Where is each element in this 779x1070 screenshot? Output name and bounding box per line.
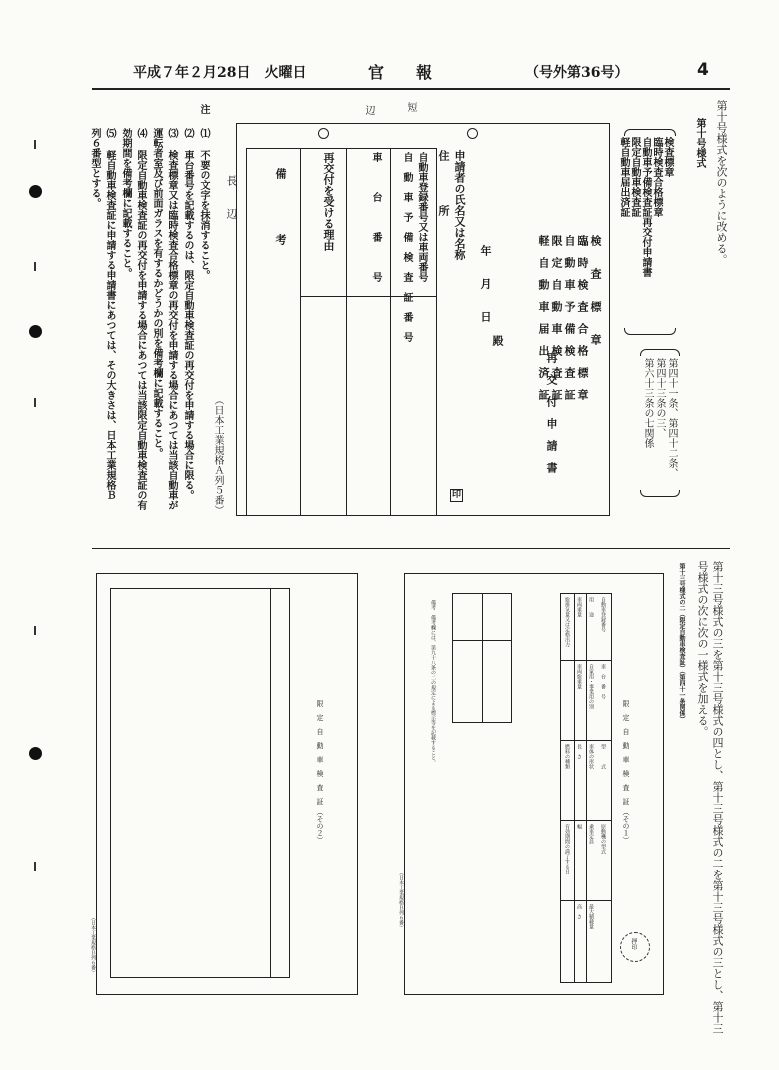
certificate-2-title: 限 定 自 動 車 検 査 証 （その２） xyxy=(316,700,324,844)
note-text: 不要の文字を抹消すること。 xyxy=(198,150,209,280)
amendment-intro: 第十号様式を次のように改める。 xyxy=(715,100,728,265)
bracket-item: 軽自動車届出済証 xyxy=(618,137,629,217)
form-label-10: 第十号様式 xyxy=(694,118,705,168)
certificate-field: 車体の形状 xyxy=(588,744,594,769)
form-label-long: 長 辺 xyxy=(225,175,238,219)
bracket-bottom xyxy=(624,328,676,335)
form-title-item: 検 査 標 章 xyxy=(589,235,602,345)
form-title-item: 自 動 車 予 備 検 査 証 xyxy=(563,235,576,400)
form-title-item: 軽 自 動 車 届 出 済 証 xyxy=(537,235,550,400)
certificate-field: 燃料の種類 xyxy=(564,744,570,769)
paper-size-note: （日本工業規格Ａ列５番） xyxy=(212,395,223,515)
table-rule xyxy=(574,593,575,983)
form-addressee: 殿 xyxy=(491,335,504,346)
note-text: 運転者室及び前面ガラスを有するかどうかの別を備考欄に記載すること。 xyxy=(151,128,162,458)
form-table-top xyxy=(246,148,436,149)
bracket-top xyxy=(624,129,676,136)
margin-tick xyxy=(34,140,36,149)
article-bracket-top xyxy=(640,349,680,356)
form-table-rule xyxy=(246,148,247,516)
remarks-label: 備 考 xyxy=(274,168,287,245)
certificate-field: 型 式 xyxy=(600,744,606,769)
certificate-field: 乗車定員 xyxy=(588,824,594,844)
certificate-field: 最大積載量 xyxy=(588,904,594,929)
bracket-item: 臨時検査合格標章 xyxy=(651,137,662,217)
article-bracket-bottom xyxy=(640,490,680,497)
lower-intro-line: 第十三号様式の三を第十三号様式の四とし、第十三号様式の二を第十三号様式の三とし、第十三 xyxy=(711,561,724,1034)
table-rule xyxy=(482,593,483,723)
margin-tick xyxy=(34,398,36,407)
header-issue: （号外第36号） xyxy=(525,65,629,81)
table-rule xyxy=(586,593,587,983)
certificate-field: 原動機の型式 xyxy=(600,824,606,854)
registration-field: 自動車登録番号又は車両番号 xyxy=(416,152,427,282)
certificate-field: 幅 xyxy=(576,824,582,829)
form-address-label: 住 所 xyxy=(437,150,450,216)
certificate-field: 総排気量又は定格出力 xyxy=(564,597,570,647)
article-ref: 第六十三条の七関係 xyxy=(642,358,653,448)
note-number: ⑸ xyxy=(104,128,115,138)
table-row-rule xyxy=(560,900,612,901)
margin-tick xyxy=(34,262,36,271)
section-rule xyxy=(92,548,730,549)
form-table-rule xyxy=(346,148,347,516)
note-number: ⑶ xyxy=(166,128,177,138)
certificate-field: 車両重量 xyxy=(576,597,582,617)
form-table-rule xyxy=(390,148,391,516)
table-row-rule xyxy=(560,740,612,741)
form-date-line: 年 月 日 xyxy=(479,245,492,322)
margin-tick xyxy=(34,862,36,871)
note-text: 車台番号を記載するのは、限定自動車検査証の再交付を申請する場合に限る。 xyxy=(182,150,193,500)
bracket-item: 検査標章 xyxy=(662,137,673,177)
form-applicant-label: 申請者の氏名又は名称 xyxy=(453,150,466,260)
certificate-field: 車両総重量 xyxy=(576,664,582,689)
form-label-13-2: 第十三号様式の二（限定自動車検査証）（第四十一条関係） xyxy=(678,563,685,722)
notes-marker: 注 xyxy=(198,104,209,114)
punch-hole xyxy=(29,185,42,198)
certificate-field: 長 さ xyxy=(576,744,582,759)
certificate-field: 自家用・事業用の別 xyxy=(588,664,594,709)
form-table-divider xyxy=(300,296,436,297)
seal-text: 押印 xyxy=(630,938,637,950)
punch-hole xyxy=(29,325,42,338)
table-row-rule xyxy=(560,820,612,821)
header-date: 平成７年２月28日 火曜日 xyxy=(133,65,307,81)
note-number: ⑷ xyxy=(135,128,146,138)
certificate-field: 高 さ xyxy=(576,904,582,919)
punch-circle xyxy=(318,128,329,139)
seal-mark: 印 xyxy=(452,490,462,500)
table-rule xyxy=(270,588,271,978)
header-rule xyxy=(92,88,730,90)
punch-hole xyxy=(29,747,42,760)
note-number: ⑴ xyxy=(198,128,209,138)
form-title-item: 限 定 自 動 車 検 査 証 xyxy=(550,235,563,400)
form-label-side: 辺 xyxy=(363,105,374,115)
bracket-item: 限定自動車検査証 xyxy=(629,137,640,217)
note-text: 列６番型とする。 xyxy=(89,128,100,208)
note-text: 限定自動車検査証の再交付を申請する場合にあつては当該限定自動車検査証の有 xyxy=(135,150,146,510)
form-label-short: 短 xyxy=(405,102,416,112)
paper-note: （日本工業規格Ｂ列６番） xyxy=(398,870,404,930)
certificate-field: 用 途 xyxy=(588,597,594,617)
certificate-1-title: 限 定 自 動 車 検 査 証 （その１） xyxy=(622,700,630,844)
header-publication: 官 報 xyxy=(368,63,433,82)
form-title-suffix: 再 交 付 申 請 書 xyxy=(545,352,558,473)
table-row-rule xyxy=(560,660,612,661)
form-table-rule xyxy=(436,148,437,516)
article-ref: 第四十一条、第四十二条、 xyxy=(666,358,677,478)
paper-note: （日本工業規格Ｂ列６番） xyxy=(90,915,96,975)
note-text: 検査標章又は臨時検査合格標章の再交付を申請する場合にあつては当該自動車が xyxy=(166,150,177,510)
lower-intro-line: 号様式の次に次の一様式を加える。 xyxy=(696,561,709,737)
form-title-item: 臨 時 検 査 合 格 標 章 xyxy=(576,235,589,400)
certificate-field: 自動車登録番号 xyxy=(600,597,606,632)
certificate-2-inner xyxy=(110,588,290,978)
registration-field: 車 台 番 号 xyxy=(370,152,381,282)
registration-field: 自 動 車 予 備 検 査 証 番 号 xyxy=(401,152,412,342)
bracket-item: 自動車予備検査証再交付申請書 xyxy=(640,137,651,277)
note-number: ⑵ xyxy=(182,128,193,138)
reason-label: 再交付を受ける理由 xyxy=(322,152,335,251)
form-table-rule xyxy=(300,148,301,516)
table-row-rule xyxy=(452,640,512,641)
article-ref: 第四十三条の三、 xyxy=(654,358,665,438)
punch-circle xyxy=(467,128,478,139)
header-page-number: 4 xyxy=(697,60,709,80)
note-text: 効期間を備考欄に記載すること。 xyxy=(120,128,131,278)
certificate-field: 有効期間の満了する日 xyxy=(564,824,570,874)
margin-tick xyxy=(34,626,36,635)
note-text: 軽自動車検査証に申請する申請書にあつては、その大きさは、日本工業規格Ｂ xyxy=(104,150,115,500)
certificate-note: 備考 備考欄には、第九十八条の二の規定による標示等を記載すること。 xyxy=(430,600,436,765)
certificate-field: 車 台 番 号 xyxy=(600,664,606,699)
